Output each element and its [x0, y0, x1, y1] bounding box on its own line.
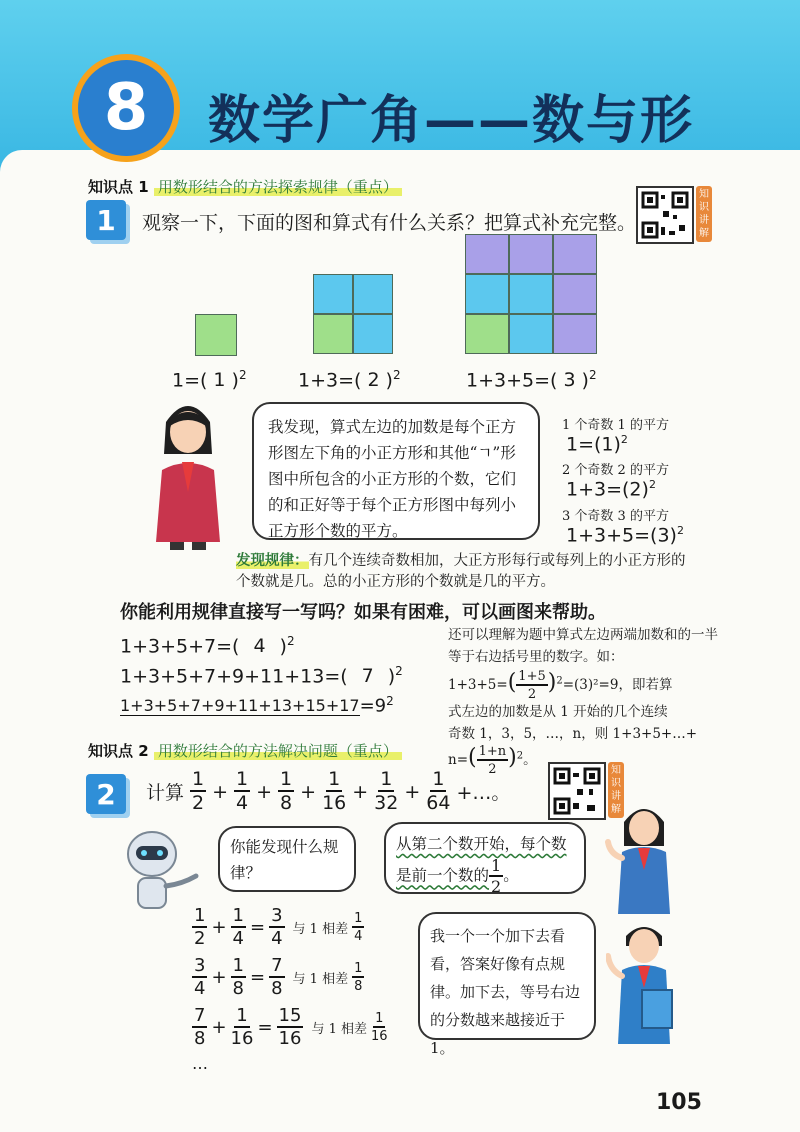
qr-icon — [636, 186, 694, 244]
qr-tag: 知识讲解 — [696, 186, 712, 242]
question-2-badge: 2 — [86, 774, 126, 814]
kp1-label: 知识点 1 — [88, 178, 149, 196]
step-row-3: $\frac{7}{8}$ + $\frac{1}{16}$ = $\frac{15}{16}$ 与 1 相差 $\frac{1}{16}$ — [194, 1004, 388, 1049]
practice-line-2: 1+3+5+7+9+11+13=( 7 )$^2$ — [120, 664, 403, 688]
question-1-prompt: 观察一下，下面的图和算式有什么关系？把算式补充完整。 — [142, 212, 637, 234]
step-row-1: $\frac{1}{2}$ + $\frac{1}{4}$ = $\frac{3}{4}$ 与 1 相差 $\frac{1}{4}$ — [194, 904, 363, 949]
approach-one-bubble: 我一个一个加下去看看，答案好像有点规律。加下去，等号右边的分数越来越接近于 1。 — [418, 912, 596, 1040]
step-row-2: $\frac{3}{4}$ + $\frac{1}{8}$ = $\frac{7}{8}$ 与 1 相差 $\frac{1}{8}$ — [194, 954, 363, 999]
equation-1: 1=( 1 )$^2$ — [172, 368, 247, 392]
question-2-expression: 计算 $\frac{1}{2}$ + $\frac{1}{4}$ + $\frac{1}{8}$ + $\frac{1}{16}$ + $\frac{1}{32}$ + $\frac{1}{64}$ +…。 — [146, 768, 511, 814]
chapter-title: 数学广角——数与形 — [208, 91, 695, 151]
steps-list — [192, 902, 388, 1073]
knowledge-point-2 — [88, 740, 402, 761]
discovered-rule — [236, 550, 696, 593]
chapter-number-badge: 8 — [72, 54, 180, 162]
side-note-3: 3 个奇数 3 的平方 $1+3+5=(3)^2$ — [562, 508, 684, 546]
rule-label: 发现规律： — [236, 552, 309, 569]
question-1-badge: 1 — [86, 200, 126, 240]
knowledge-point-1 — [88, 176, 402, 197]
side-note-1: 1 个奇数 1 的平方 $1=(1)^2$ — [562, 418, 669, 456]
equation-2: 1+3=( 2 )$^2$ — [298, 368, 401, 392]
practice-note: 还可以理解为题中算式左边两端加数和的一半等于右边括号里的数字。如： 1+3+5=( $\frac{1+5}{2}$ )$^2$=(3)²=9，即若算 式左边的加数是从 1 开始的几个连续 奇数 1，3，5，…，n，则 1+3+5+…+ n=( $\frac{1+n}{2}$ )$^2$。 — [448, 627, 718, 777]
rule-text: 有几个连续奇数相加，大正方形每行或每列上的小正方形的个数就是几。总的小正方形的个数就是几的平方。 — [236, 553, 686, 590]
qr-code-1[interactable] — [636, 186, 712, 244]
equation-3: 1+3+5=( 3 )$^2$ — [466, 368, 597, 392]
qr-icon — [548, 762, 606, 820]
girl-illustration — [148, 392, 228, 556]
girl-pointing-illustration — [604, 796, 684, 920]
boy-illustration — [606, 916, 682, 1050]
practice-line-1: 1+3+5+7=( 4 )$^2$ — [120, 634, 295, 658]
qr-tag: 知识讲解 — [608, 762, 624, 818]
page-number: 105 — [656, 1090, 702, 1115]
side-note-2: 2 个奇数 2 的平方 $1+3=(2)^2$ — [562, 463, 669, 501]
steps-ellipsis: … — [192, 1054, 208, 1073]
kp1-text: 用数形结合的方法探索规律（重点） — [154, 178, 402, 196]
halving-rule-bubble: 从第二个数开始，每个数是前一个数的 $\frac{1}{2}$ 。 — [384, 822, 586, 894]
discovery-bubble: 我发现，算式左边的加数是每个正方形图左下角的小正方形和其他“ㄱ”形图中所包含的小正方形的个数，它们的和正好等于每个正方形图中每列小正方形个数的平方。 — [252, 402, 540, 540]
side-notes — [562, 414, 732, 546]
practice-prompt: 你能利用规律直接写一写吗？如果有困难，可以画图来帮助。 — [120, 602, 606, 623]
kp2-text: 用数形结合的方法解决问题（重点） — [154, 742, 402, 760]
kp2-label: 知识点 2 — [88, 742, 149, 760]
practice-line-3: $1+3+5+7+9+11+13+15+17=9^2$ — [120, 694, 394, 717]
robot-bubble: 你能发现什么规律？ — [218, 826, 356, 892]
